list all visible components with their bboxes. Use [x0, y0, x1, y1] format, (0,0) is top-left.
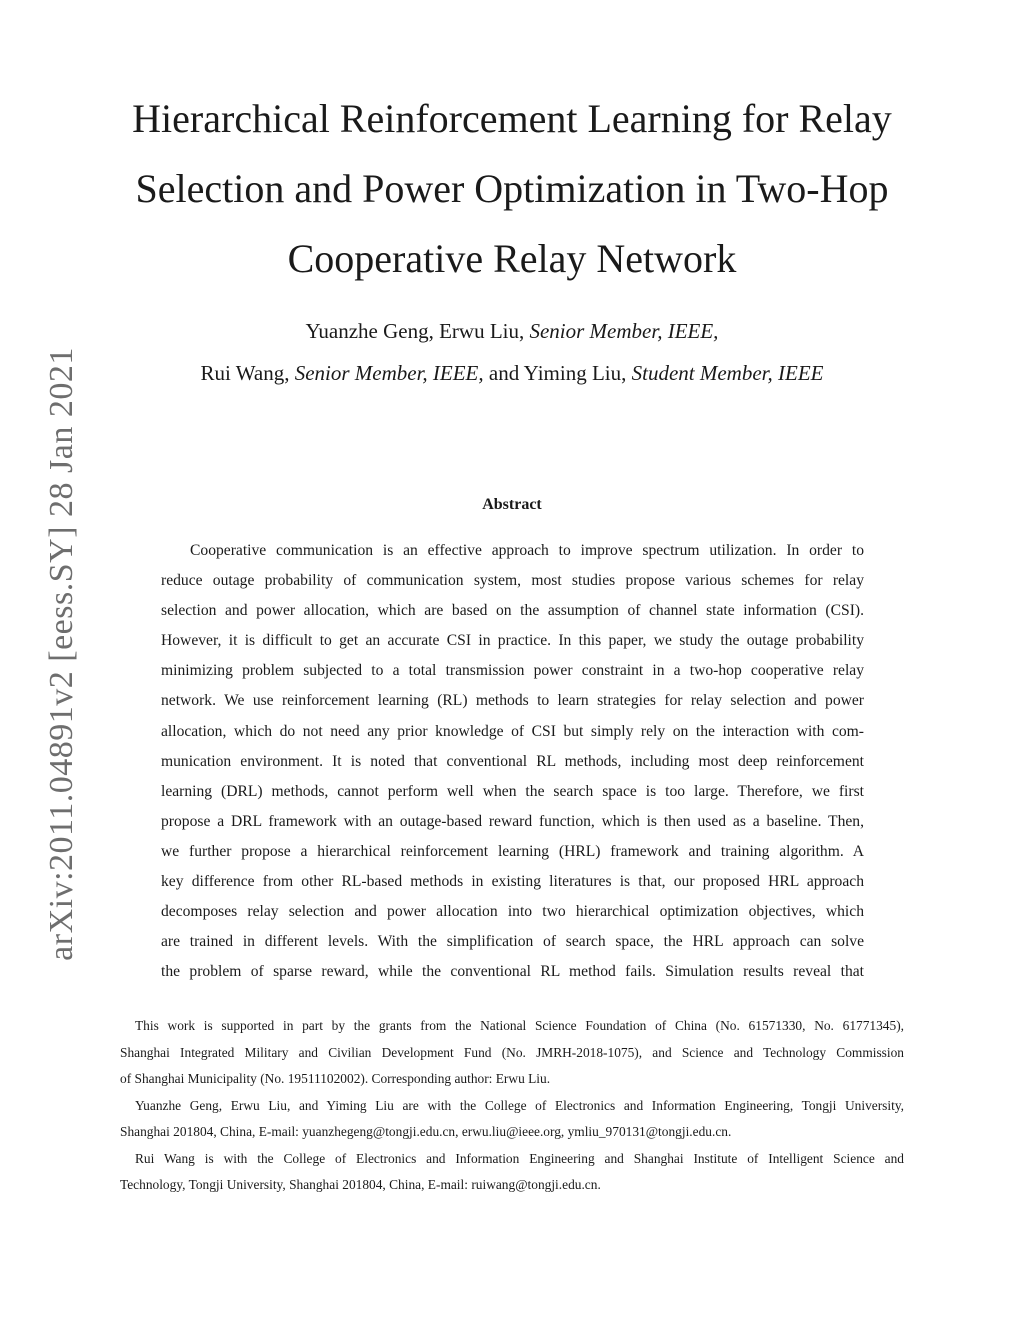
abstract-line: Cooperative communication is an effective approach to improve spectrum utilization. In order to [190, 542, 864, 559]
footnote-affiliation-1 [120, 1093, 904, 1146]
abstract-line: learning (DRL) methods, cannot perform well when the search space is too large. Therefore, we first [161, 782, 864, 800]
footnotes [120, 1013, 904, 1199]
abstract-line: However, it is difficult to get an accurate CSI in practice. In this paper, we study the outage probability [161, 632, 864, 650]
author-line-1 [100, 310, 924, 352]
footnote-funding [120, 1013, 904, 1093]
title-line: Cooperative Relay Network [287, 236, 737, 281]
footnote-line: Rui Wang is with the College of Electronics and Information Engineering and Shanghai Institute of Intelligent Science and [135, 1150, 904, 1166]
abstract-line: munication environment. It is noted that conventional RL methods, including most deep reinforcement [161, 752, 864, 770]
author-line-2 [100, 352, 924, 394]
abstract-line: minimizing problem subjected to a total transmission power constraint in a two-hop cooperative relay [161, 662, 864, 680]
abstract-heading: Abstract [482, 496, 542, 513]
author-role: Senior Member, IEEE, [529, 319, 719, 343]
author-role: Senior Member, IEEE, [294, 361, 484, 385]
abstract-line: we further propose a hierarchical reinforcement learning (HRL) framework and training algorithm. A [161, 842, 864, 860]
arxiv-identifier: arXiv:2011.04891v2 [eess.SY] 28 Jan 2021 [43, 347, 80, 961]
footnote-line: Yuanzhe Geng, Erwu Liu, and Yiming Liu are with the College of Electronics and Information Engineering, Tongji University, [135, 1097, 904, 1113]
footnote-line: of Shanghai Municipality (No. 19511102002). Corresponding author: Erwu Liu. [120, 1071, 551, 1086]
abstract-line: decomposes relay selection and power allocation into two hierarchical optimization objectives, which [161, 903, 864, 921]
author-names: Yuanzhe Geng, Erwu Liu, [305, 319, 530, 343]
abstract-body [161, 536, 864, 987]
abstract-line: reduce outage probability of communication system, most studies propose various schemes for relay [161, 572, 864, 590]
paper-title [100, 84, 924, 294]
abstract-line: network. We use reinforcement learning (RL) methods to learn strategies for relay selection and power [161, 692, 864, 710]
abstract-line: are trained in different levels. With the simplification of search space, the HRL approach can solve [161, 933, 864, 951]
footnote-line: This work is supported in part by the grants from the National Science Foundation of China (No. 61571330, No. 61771345), [135, 1018, 904, 1033]
author-list [100, 310, 924, 394]
abstract-line: allocation, which do not need any prior knowledge of CSI but simply rely on the interaction with com- [161, 722, 864, 740]
abstract-line: propose a DRL framework with an outage-based reward function, which is then used as a baseline. Then, [161, 812, 864, 830]
abstract-line: selection and power allocation, which are based on the assumption of channel state information (CSI). [161, 602, 864, 620]
footnote-line: Shanghai Integrated Military and Civilian Development Fund (No. JMRH-2018-1075), and Science and Technology Commission [120, 1044, 904, 1060]
footnote-affiliation-2 [120, 1146, 904, 1199]
footnote-line: Technology, Tongji University, Shanghai 201804, China, E-mail: ruiwang@tongji.edu.cn. [120, 1177, 601, 1192]
footnote-line: Shanghai 201804, China, E-mail: yuanzhegeng@tongji.edu.cn, erwu.liu@ieee.org, ymliu_970131@tongji.edu.cn. [120, 1124, 732, 1139]
title-line: Hierarchical Reinforcement Learning for Relay [132, 96, 892, 141]
author-names: Rui Wang, [200, 361, 295, 385]
author-role: Student Member, IEEE [631, 361, 824, 385]
title-line: Selection and Power Optimization in Two-Hop [135, 166, 889, 211]
abstract-line: the problem of sparse reward, while the conventional RL method fails. Simulation results reveal that [161, 963, 864, 981]
author-names: and Yiming Liu, [483, 361, 632, 385]
abstract-line: key difference from other RL-based methods in existing literatures is that, our proposed HRL approach [161, 873, 864, 891]
